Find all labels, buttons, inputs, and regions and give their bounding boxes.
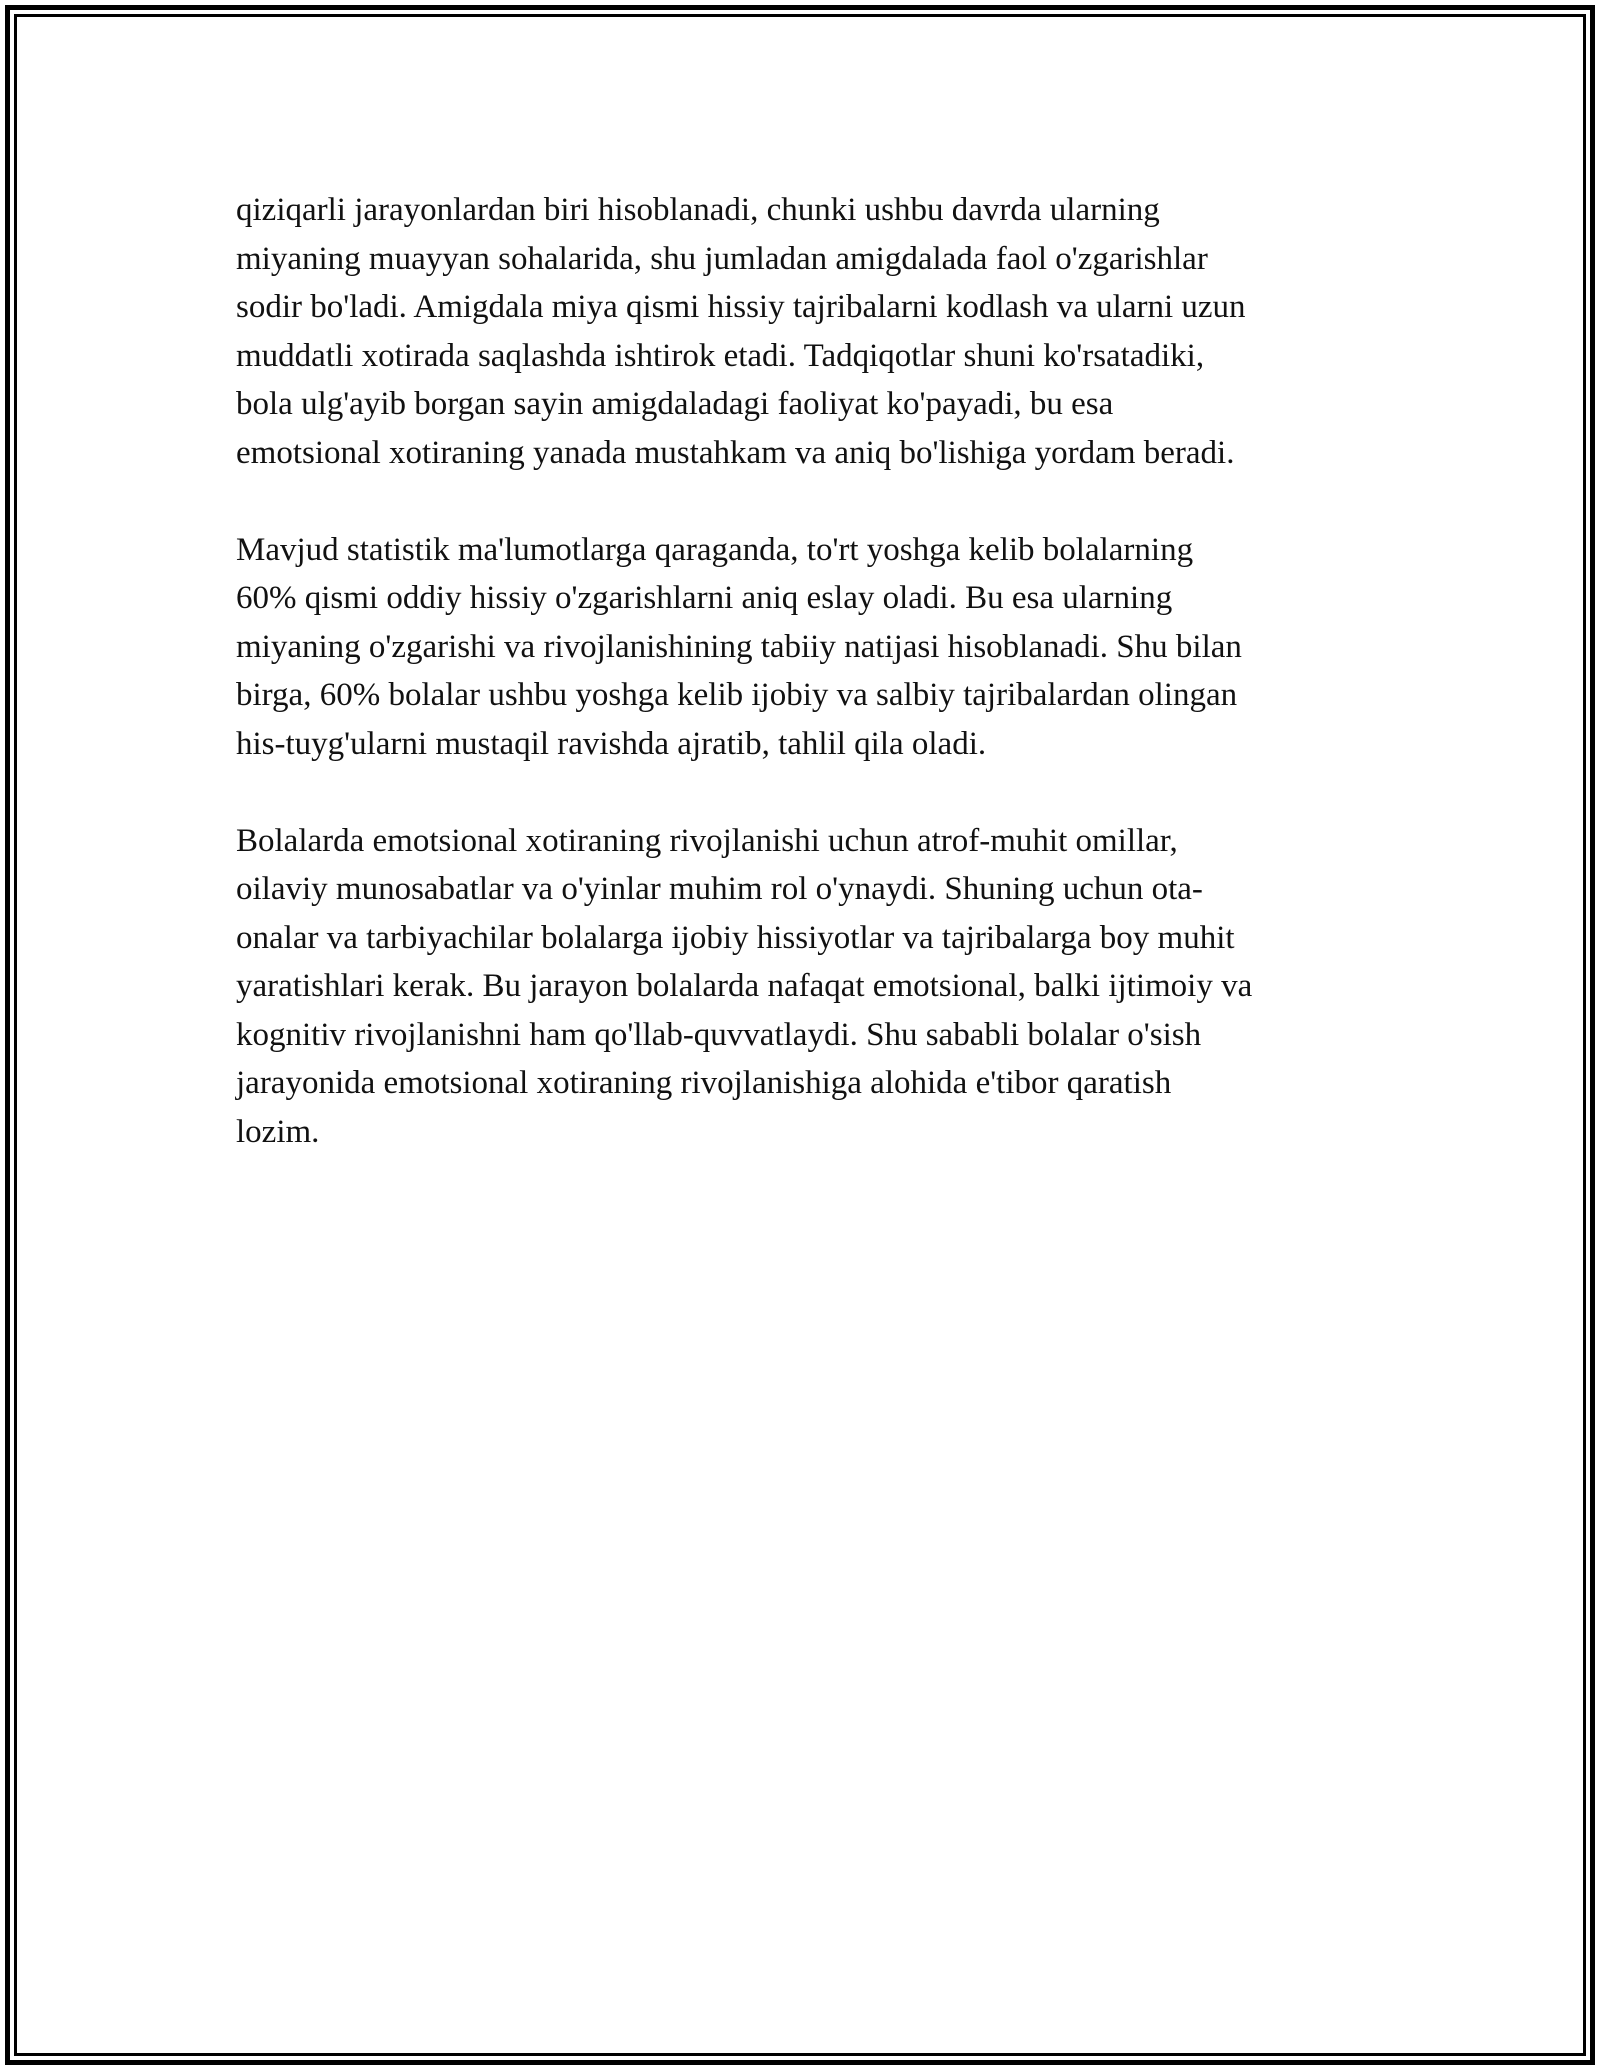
document-body xyxy=(236,186,1366,1205)
paragraph-1: qiziqarli jarayonlardan biri hisoblanadi, chunki ushbu davrda ularning miyaning muayyan sohalarida, shu jumladan amigdalada faol o'zgarishlar sodir bo'ladi. Amigdala miya qismi hissiy tajribalarni kodlash va ularni uzun muddatli xotirada saqlashda ishtirok etadi. Tadqiqotlar shuni ko'rsatadiki, bola ulg'ayib borgan sayin amigdaladagi faoliyat ko'payadi, bu esa emotsional xotiraning yanada mustahkam va aniq bo'lishiga yordam beradi. xyxy=(236,192,1246,471)
paragraph-3: Bolalarda emotsional xotiraning rivojlanishi uchun atrof-muhit omillar, oilaviy munosabatlar va o'yinlar muhim rol o'ynaydi. Shuning uchun ota- onalar va tarbiyachilar bolalarga ijobiy hissiyotlar va tajribalarga boy muhit yaratishlari kerak. Bu jarayon bolalarda nafaqat emotsional, balki ijtimoiy va kognitiv rivojlanishni ham qo'llab-quvvatlaydi. Shu sababli bolalar o'sish jarayonida emotsional xotiraning rivojlanishiga alohida e'tibor qaratish lozim. xyxy=(236,822,1253,1150)
paragraph-2: Mavjud statistik ma'lumotlarga qaraganda, to'rt yoshga kelib bolalarning 60% qismi oddiy hissiy o'zgarishlarni aniq eslay oladi. Bu esa ularning miyaning o'zgarishi va rivojlanishining tabiiy natijasi hisoblanadi. Shu bilan birga, 60% bolalar ushbu yoshga kelib ijobiy va salbiy tajribalardan olingan his-tuyg'ularni mustaqil ravishda ajratib, tahlil qila oladi. xyxy=(236,531,1242,762)
